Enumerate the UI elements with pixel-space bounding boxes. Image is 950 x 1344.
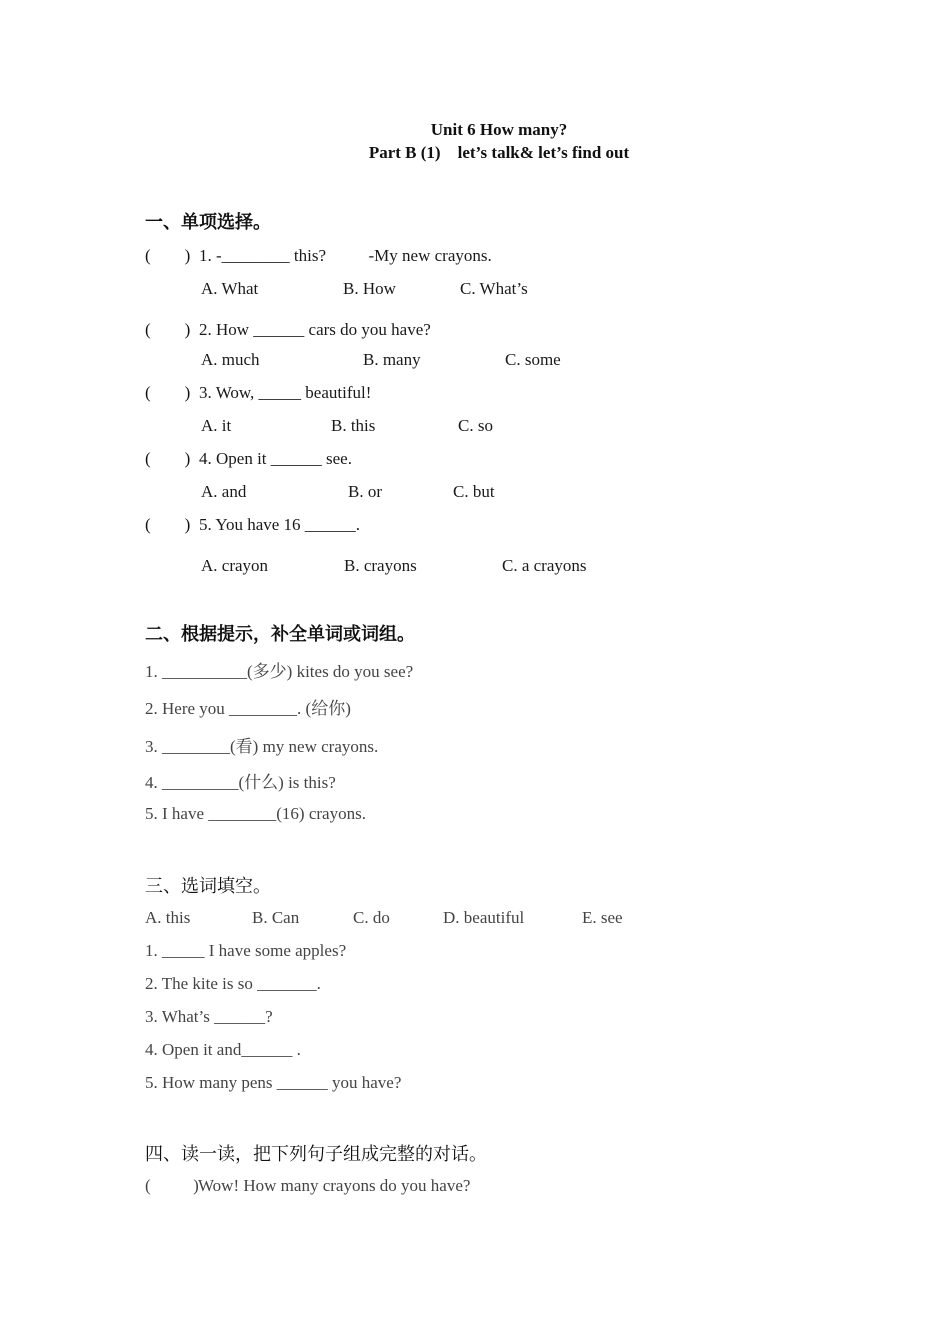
word-option: B. Can [252, 908, 300, 927]
word-option: D. beautiful [443, 908, 525, 927]
option-c: C. but [453, 482, 495, 501]
option-c: C. a crayons [502, 556, 587, 575]
dialogue-line: Wow! How many crayons do you have? [198, 1176, 471, 1195]
option-a: A. much [201, 350, 260, 369]
option-b: B. or [348, 482, 382, 501]
list-item: 1. _____ I have some apples? [145, 941, 347, 960]
section3-heading: 三、选词填空。 [145, 876, 271, 897]
option-a: A. What [201, 279, 259, 298]
option-b: B. crayons [344, 556, 417, 575]
option-c: C. some [505, 350, 561, 369]
option-b: B. many [363, 350, 421, 369]
section4-heading: 四、读一读，把下列句子组成完整的对话。 [145, 1144, 487, 1165]
word-option: C. do [353, 908, 390, 927]
option-a: A. crayon [201, 556, 269, 575]
option-c: C. What’s [460, 279, 528, 298]
answer-blank[interactable]: ( ) [145, 320, 191, 339]
list-item: 5. I have ________(16) crayons. [145, 804, 366, 823]
answer-blank[interactable]: ( ) [145, 383, 191, 402]
section1-heading: 一、单项选择。 [145, 212, 271, 233]
option-b: B. this [331, 416, 376, 435]
word-option: A. this [145, 908, 191, 927]
answer-blank[interactable]: ( ) [145, 449, 191, 468]
list-item: 4. _________(什么) is this? [145, 773, 336, 792]
answer-blank[interactable]: ( ) [145, 1176, 199, 1195]
option-a: A. it [201, 416, 232, 435]
option-b: B. How [343, 279, 396, 298]
question-text: 4. Open it ______ see. [199, 449, 352, 468]
list-item: 1. __________(多少) kites do you see? [145, 662, 414, 681]
page-subtitle: Part B (1) let’s talk& let’s find out [368, 143, 630, 162]
list-item: 5. How many pens ______ you have? [145, 1073, 402, 1092]
page-title: Unit 6 How many? [430, 120, 568, 139]
list-item: 4. Open it and______ . [145, 1040, 301, 1059]
list-item: 3. ________(看) my new crayons. [145, 737, 379, 756]
question-text: 1. -________ this? -My new crayons. [199, 246, 492, 265]
option-c: C. so [458, 416, 493, 435]
question-text: 2. How ______ cars do you have? [199, 320, 431, 339]
list-item: 3. What’s ______? [145, 1007, 273, 1026]
question-text: 5. You have 16 ______. [199, 515, 361, 534]
list-item: 2. Here you ________. (给你) [145, 699, 351, 718]
list-item: 2. The kite is so _______. [145, 974, 321, 993]
answer-blank[interactable]: ( ) [145, 246, 191, 265]
answer-blank[interactable]: ( ) [145, 515, 191, 534]
word-option: E. see [582, 908, 623, 927]
question-text: 3. Wow, _____ beautiful! [199, 383, 372, 402]
option-a: A. and [201, 482, 247, 501]
section2-heading: 二、根据提示，补全单词或词组。 [145, 624, 415, 645]
